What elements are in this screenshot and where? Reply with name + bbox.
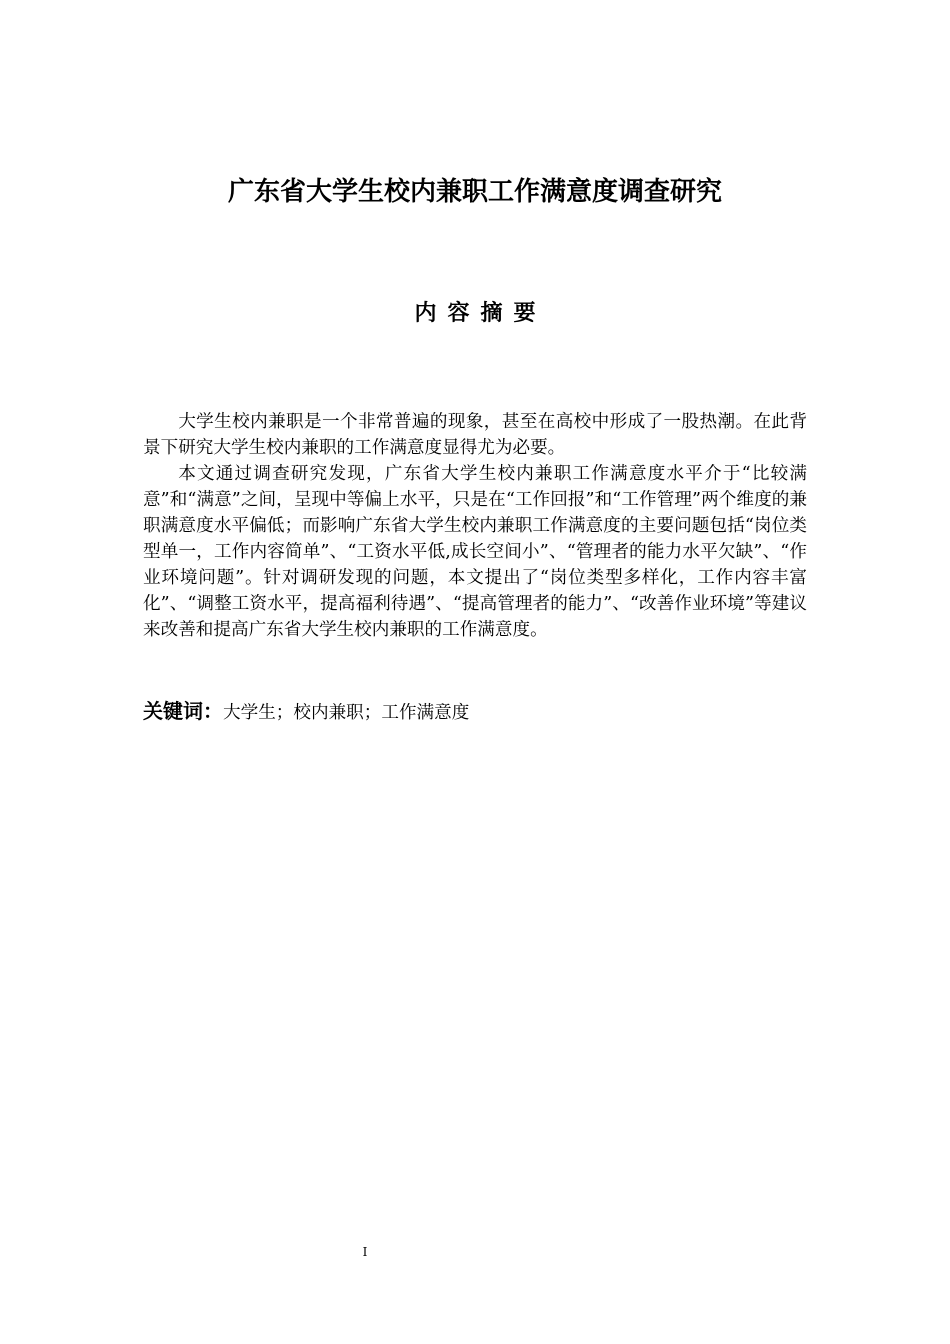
document-title: 广东省大学生校内兼职工作满意度调查研究 [227,177,722,207]
abstract-body [143,409,807,643]
abstract-paragraph: 大学生校内兼职是一个非常普遍的现象，甚至在高校中形成了一股热潮。在此背景下研究大学生校内兼职的工作满意度显得尤为必要。 [143,412,807,458]
page-number: I [362,1245,368,1259]
keywords-label: 关键词： [143,699,223,723]
keywords-value: 大学生；校内兼职；工作满意度 [223,703,470,723]
abstract-heading: 内容摘要 [414,301,547,326]
keywords-line [143,696,807,728]
abstract-paragraph: 本文通过调查研究发现，广东省大学生校内兼职工作满意度水平介于“比较满意”和“满意”之间，呈现中等偏上水平，只是在“工作回报”和“工作管理”两个维度的兼职满意度水平偏低；而影响广东省大学生校内兼职工作满意度的主要问题包括“岗位类型单一，工作内容简单”、“工资水平低,成长空间小”、“管理者的能力水平欠缺”、“作业环境问题”。针对调研发现的问题，本文提出了“岗位类型多样化，工作内容丰富化”、“调整工资水平，提高福利待遇”、“提高管理者的能力”、“改善作业环境”等建议来改善和提高广东省大学生校内兼职的工作满意度。 [143,464,807,640]
